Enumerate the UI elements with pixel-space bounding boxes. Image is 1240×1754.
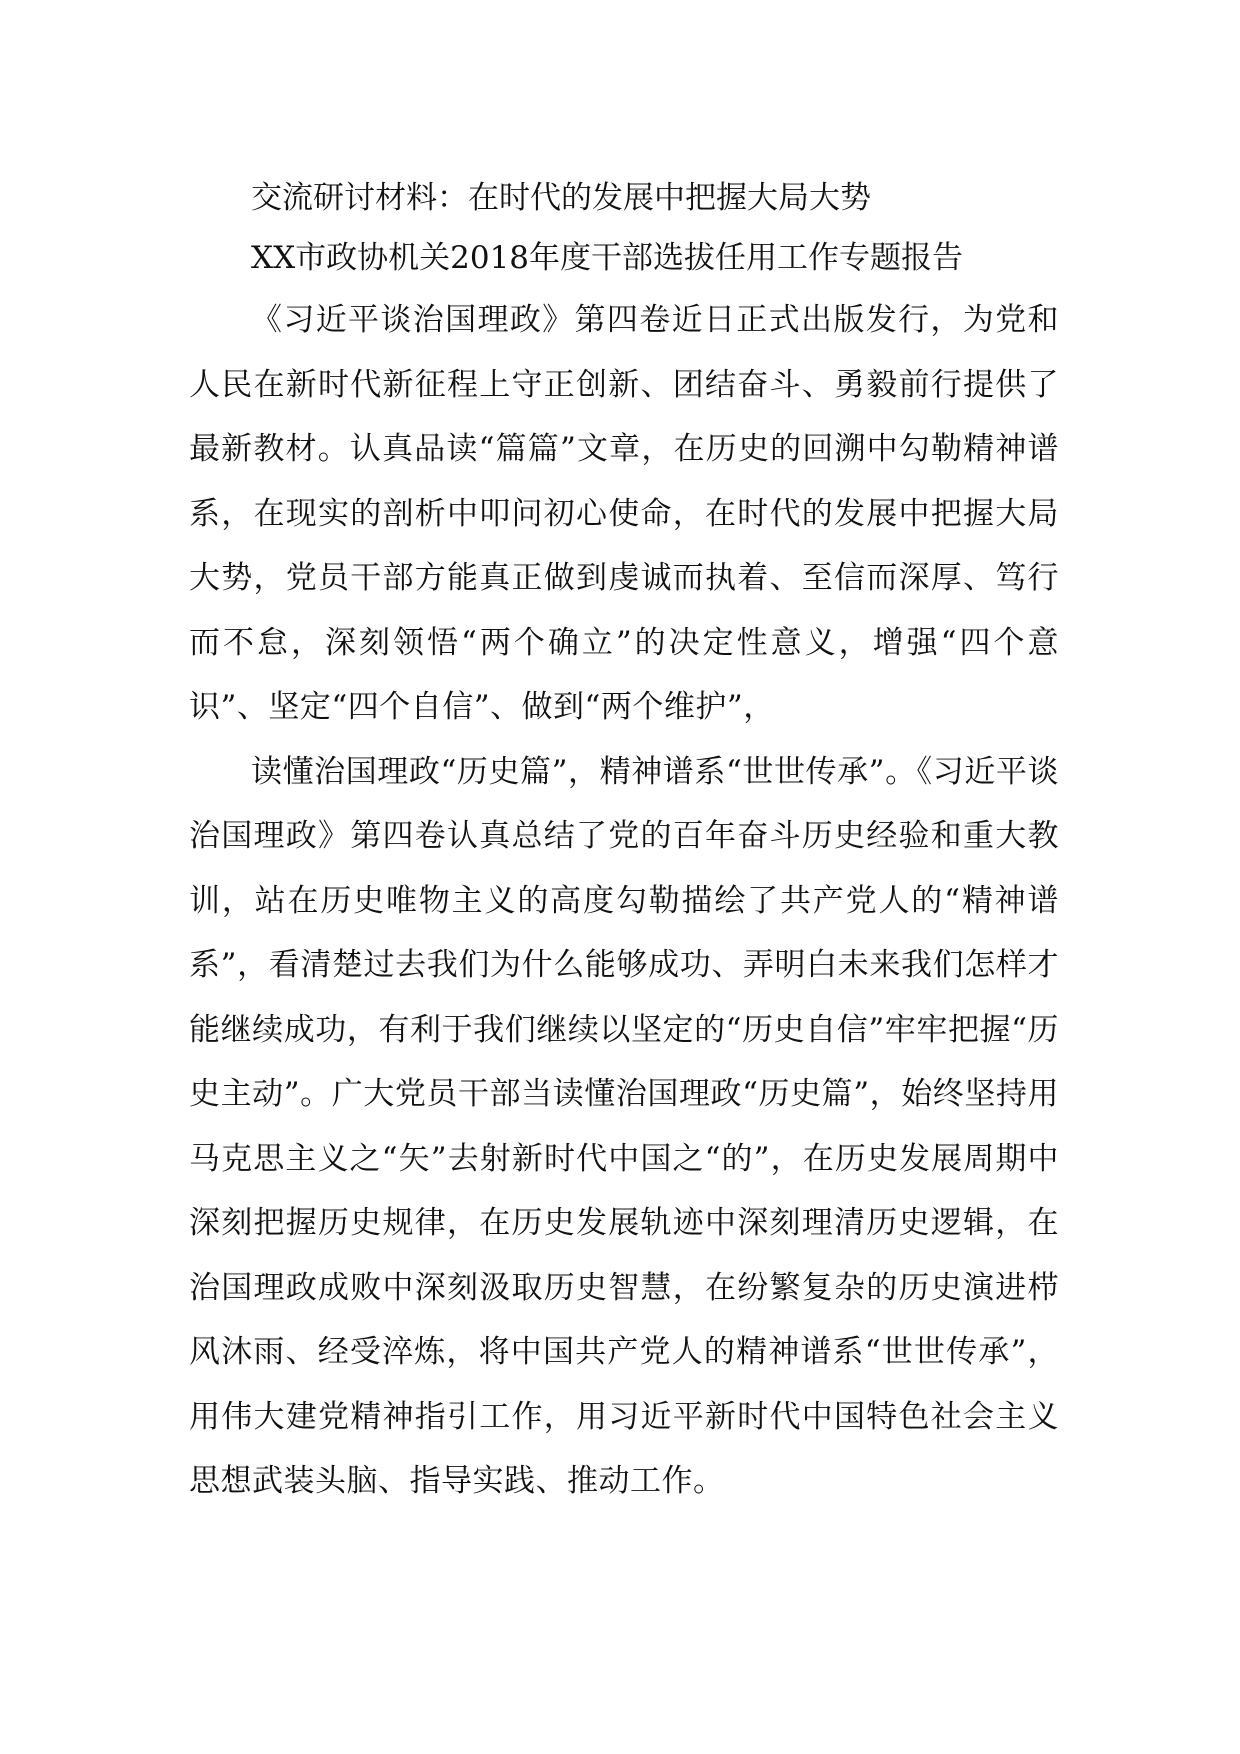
document-title: 交流研讨材料：在时代的发展中把握大局大势 <box>251 180 871 216</box>
document-subtitle: XX市政协机关2018年度干部选拔任用工作专题报告 <box>251 240 964 276</box>
paragraph-2: 读懂治国理政“历史篇”，精神谱系“世世传承”。《习近平谈治国理政》第四卷认真总结了党的百年奋斗历史经验和重大教训，站在历史唯物主义的高度勾勒描绘了共产党人的“精神谱系”，看清楚过去我们为什么能够成功、弄明白未来我们怎样才能继续成功，有利于我们继续以坚定的“历史自信”牢牢把握“历史主动”。广大党员干部当读懂治国理政“历史篇”，始终坚持用马克思主义之“矢”去射新时代中国之“的”，在历史发展周期中深刻把握历史规律，在历史发展轨迹中深刻理清历史逻辑，在治国理政成败中深刻汲取历史智慧，在纷繁复杂的历史演进栉风沐雨、经受淬炼，将中国共产党人的精神谱系“世世传承”，用伟大建党精神指引工作，用习近平新时代中国特色社会主义思想武装头脑、指导实践、推动工作。 <box>189 753 1059 1499</box>
document-body <box>189 168 1059 1514</box>
paragraph-1: 《习近平谈治国理政》第四卷近日正式出版发行，为党和人民在新时代新征程上守正创新、团结奋斗、勇毅前行提供了最新教材。认真品读“篇篇”文章，在历史的回溯中勾勒精神谱系，在现实的剖析中叩问初心使命，在时代的发展中把握大局大势，党员干部方能真正做到虔诚而执着、至信而深厚、笃行而不怠，深刻领悟“两个确立”的决定性意义，增强“四个意识”、坚定“四个自信”、做到“两个维护”， <box>189 302 1059 725</box>
